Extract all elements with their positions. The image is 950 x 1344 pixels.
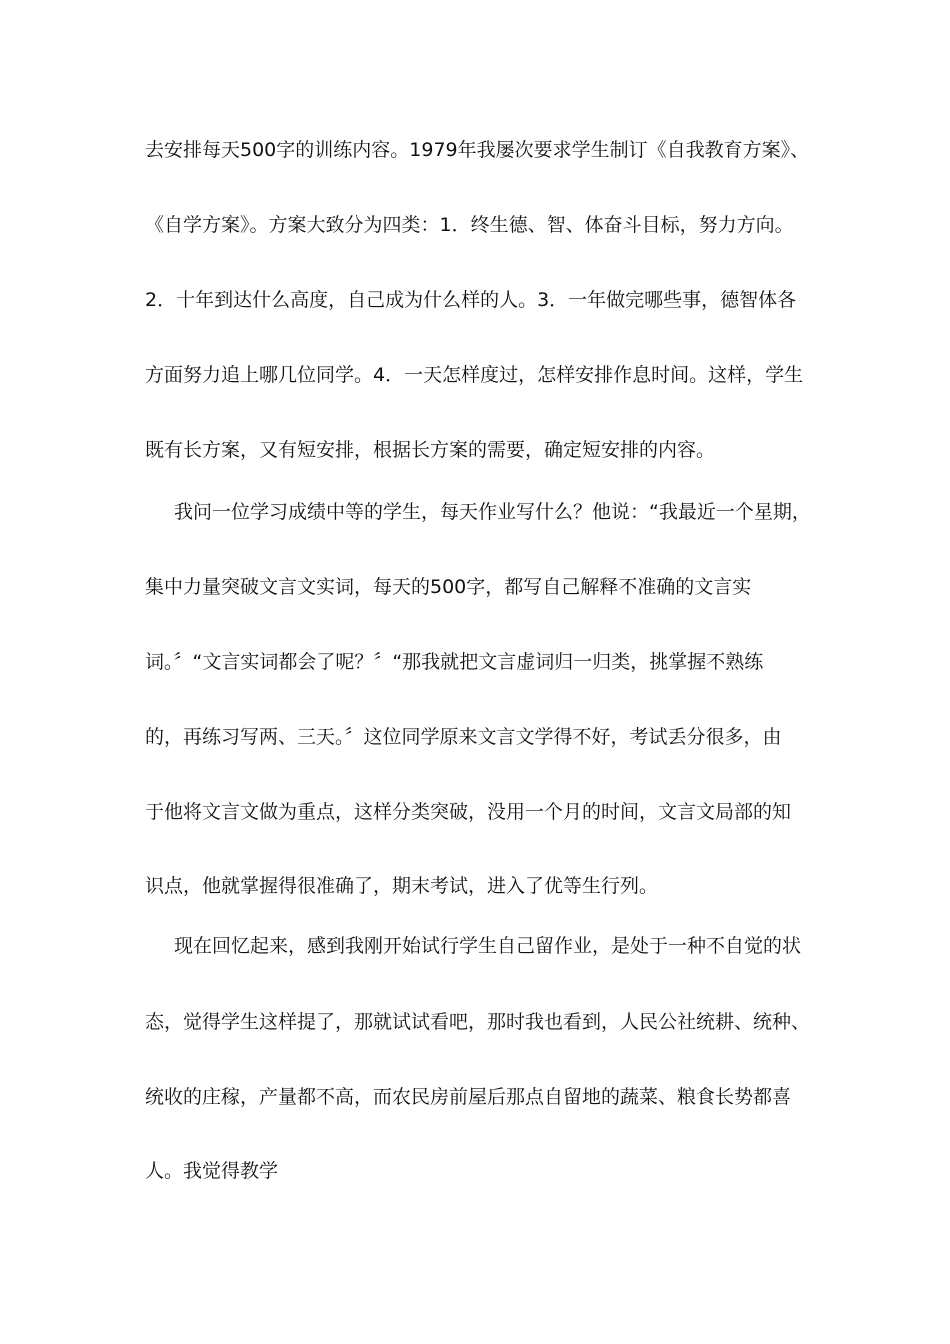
text-line: 集中力量突破文言文实词，每天的500字，都写自己解释不准确的文言实	[145, 576, 752, 598]
text-line: 去安排每天500字的训练内容。1979年我屡次要求学生制订《自我教育方案》、	[145, 139, 810, 161]
text-line: 识点，他就掌握得很准确了，期末考试，进入了优等生行列。	[145, 875, 659, 897]
text-line: 人。我觉得教学	[145, 1160, 279, 1182]
text-line: 《自学方案》。方案大致分为四类：1．终生德、智、体奋斗目标，努力方向。	[145, 214, 794, 236]
text-line: 方面努力追上哪几位同学。4．一天怎样度过，怎样安排作息时间。这样，学生	[145, 364, 804, 386]
text-line: 态，觉得学生这样提了，那就试试看吧，那时我也看到，人民公社统耕、统种、	[145, 1011, 811, 1033]
text-line: 2．十年到达什么高度，自己成为什么样的人。3．一年做完哪些事，德智体各	[145, 289, 797, 311]
paragraph-first-line: 现在回忆起来，感到我刚开始试行学生自己留作业，是处于一种不自觉的状	[174, 935, 802, 957]
text-line: 既有长方案，又有短安排，根据长方案的需要，确定短安排的内容。	[145, 439, 716, 461]
text-line: 统收的庄稼，产量都不高，而农民房前屋后那点自留地的蔬菜、粮食长势都喜	[145, 1086, 792, 1108]
paragraph-first-line: 我问一位学习成绩中等的学生，每天作业写什么？他说：“我最近一个星期，	[174, 501, 811, 523]
text-line: 于他将文言文做为重点，这样分类突破，没用一个月的时间，文言文局部的知	[145, 801, 792, 823]
text-line: 词。〞“文言实词都会了呢？〞“那我就把文言虚词归一归类，挑掌握不熟练	[145, 651, 764, 673]
text-line: 的，再练习写两、三天。〞这位同学原来文言文学得不好，考试丢分很多，由	[145, 726, 782, 748]
